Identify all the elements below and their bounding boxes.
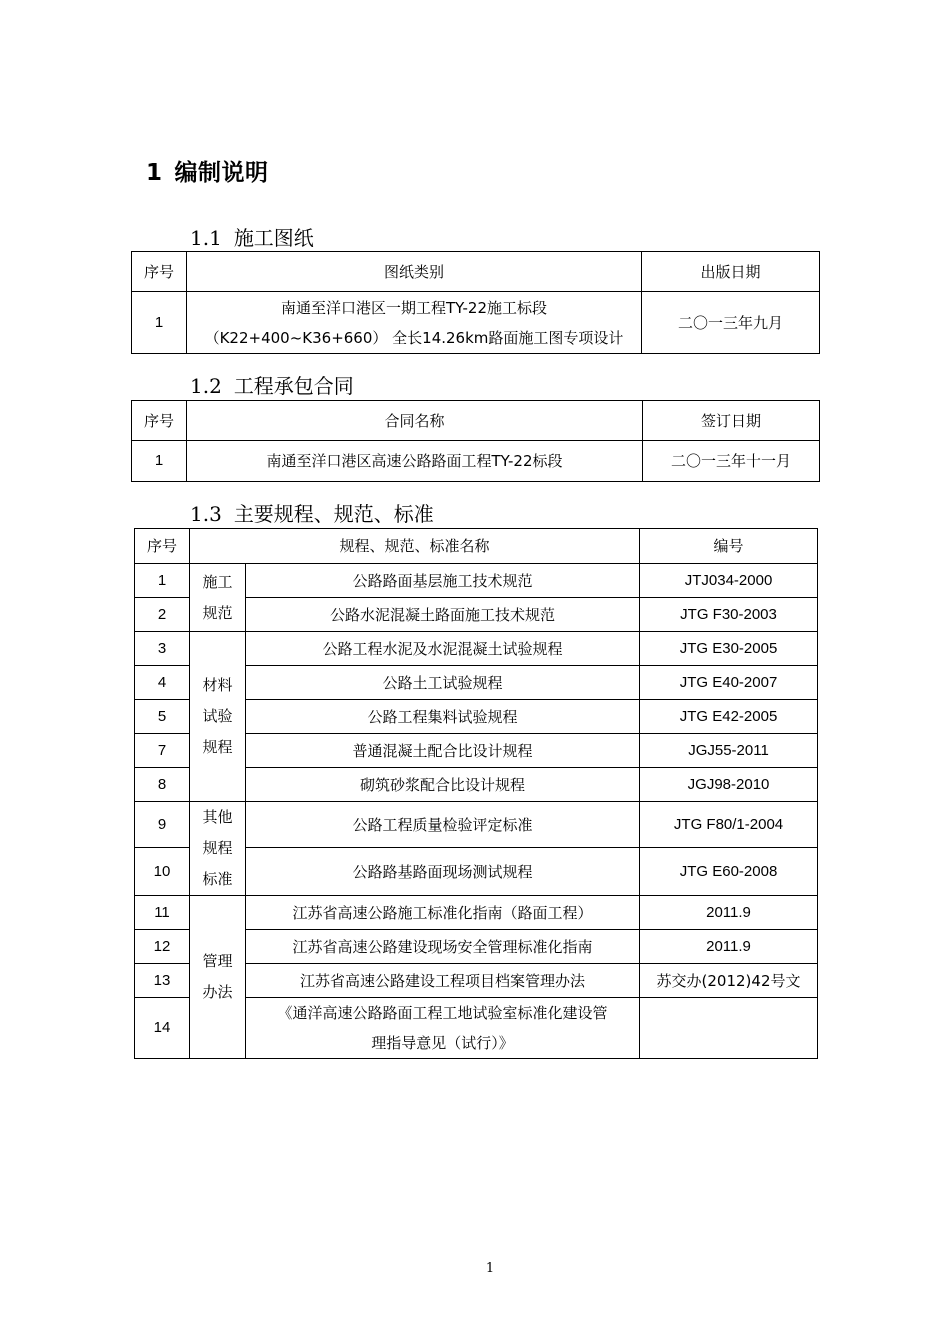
table-row: 11 管理 办法 江苏省高速公路施工标准化指南（路面工程） 2011.9 xyxy=(135,896,818,930)
table-row: 7 普通混凝土配合比设计规程 JGJ55-2011 xyxy=(135,734,818,768)
table-row: 1 南通至洋口港区一期工程TY-22施工标段 （K22+400~K36+660） 全长14.26km路面施工图专项设计 二〇一三年九月 xyxy=(132,292,820,354)
standard-name-cell: 《通洋高速公路路面工程工地试验室标准化建设管 理指导意见（试行）》 xyxy=(246,998,640,1059)
table-row: 4 公路土工试验规程 JTG E40-2007 xyxy=(135,666,818,700)
drawings-table xyxy=(131,251,820,354)
table-row: 13 江苏省高速公路建设工程项目档案管理办法 苏交办(2012)42号文 xyxy=(135,964,818,998)
table-row: 10 公路路基路面现场测试规程 JTG E60-2008 xyxy=(135,848,818,896)
table-row: 5 公路工程集料试验规程 JTG E42-2005 xyxy=(135,700,818,734)
header-index: 序号 xyxy=(132,252,187,292)
page-number: 1 xyxy=(485,1261,495,1276)
table-row: 9 其他 规程 标准 公路工程质量检验评定标准 JTG F80/1-2004 xyxy=(135,802,818,848)
heading-1: 1 编制说明 xyxy=(146,160,269,186)
table-header-row: 序号 合同名称 签订日期 xyxy=(132,401,820,441)
table-row: 3 材料 试验 规程 公路工程水泥及水泥混凝土试验规程 JTG E30-2005 xyxy=(135,632,818,666)
heading-1-1: 1.1 施工图纸 xyxy=(190,226,314,250)
table-row: 1 南通至洋口港区高速公路路面工程TY-22标段 二〇一三年十一月 xyxy=(132,441,820,482)
category-construction: 施工 规范 xyxy=(190,564,246,632)
table-row: 1 施工 规范 公路路面基层施工技术规范 JTJ034-2000 xyxy=(135,564,818,598)
heading-1-3: 1.3 主要规程、规范、标准 xyxy=(190,502,434,526)
standards-table xyxy=(134,528,818,1059)
contract-table xyxy=(131,400,820,482)
category-other: 其他 规程 标准 xyxy=(190,802,246,896)
table-header-row: 序号 规程、规范、标准名称 编号 xyxy=(135,529,818,564)
table-header-row xyxy=(132,252,820,292)
table-row: 2 公路水泥混凝土路面施工技术规范 JTG F30-2003 xyxy=(135,598,818,632)
table-row: 8 砌筑砂浆配合比设计规程 JGJ98-2010 xyxy=(135,768,818,802)
table-row: 12 江苏省高速公路建设现场安全管理标准化指南 2011.9 xyxy=(135,930,818,964)
category-materials: 材料 试验 规程 xyxy=(190,632,246,802)
drawing-type-cell: 南通至洋口港区一期工程TY-22施工标段 （K22+400~K36+660） 全长14.26km路面施工图专项设计 xyxy=(187,292,642,354)
category-management: 管理 办法 xyxy=(190,896,246,1059)
heading-1-2: 1.2 工程承包合同 xyxy=(190,374,354,398)
header-date: 出版日期 xyxy=(642,252,820,292)
table-row: 14 《通洋高速公路路面工程工地试验室标准化建设管 理指导意见（试行）》 xyxy=(135,998,818,1059)
header-type: 图纸类别 xyxy=(187,252,642,292)
